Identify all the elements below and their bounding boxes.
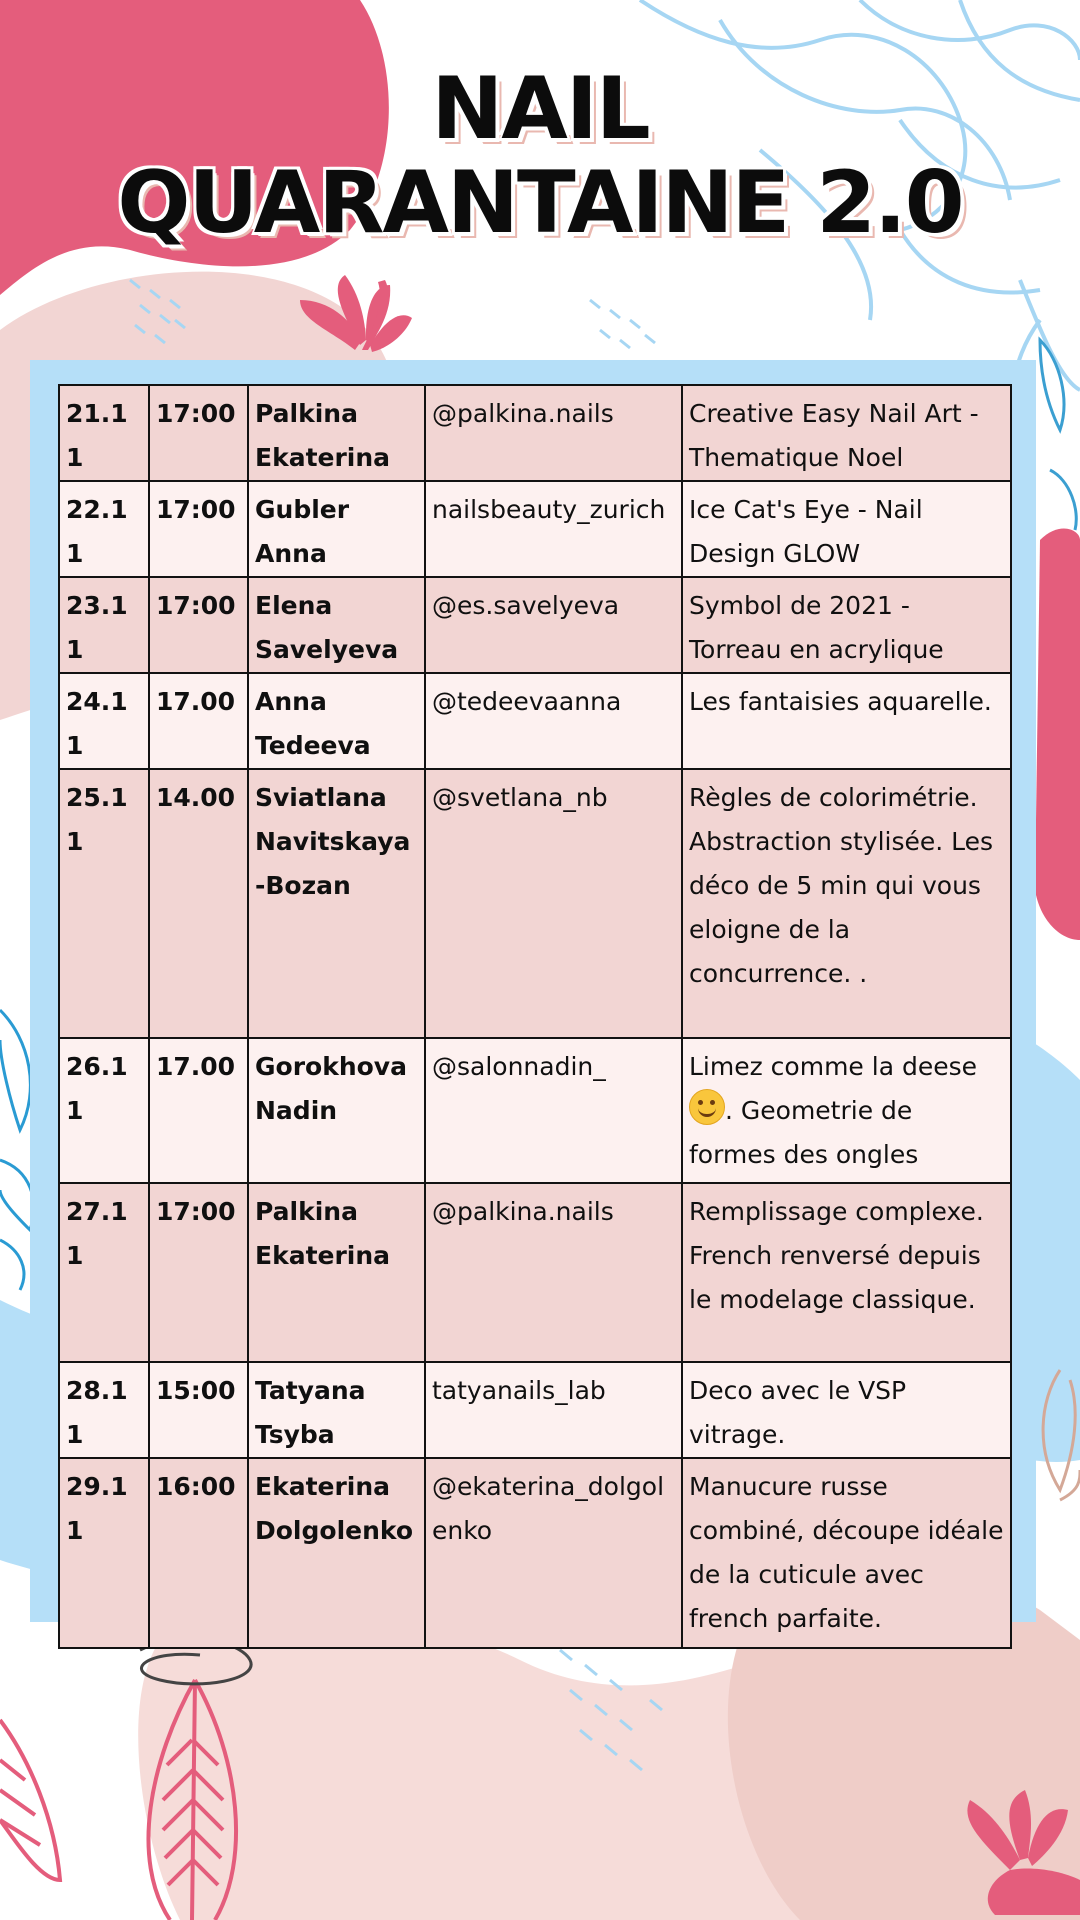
handle-cell: tatyanails_lab: [425, 1362, 682, 1458]
schedule-table: [58, 384, 1012, 1649]
date-cell: 26.11: [59, 1038, 149, 1183]
name-cell: Elena Savelyeva: [248, 577, 425, 673]
date-cell: 21.11: [59, 385, 149, 481]
topic-cell: Manucure russe combiné, découpe idéale de la cuticule avec french parfaite.: [682, 1458, 1011, 1648]
table-row: [59, 577, 1011, 673]
name-cell: Tatyana Tsyba: [248, 1362, 425, 1458]
handle-cell: @palkina.nails: [425, 385, 682, 481]
handle-cell: @palkina.nails: [425, 1183, 682, 1362]
topic-cell: Deco avec le VSP vitrage.: [682, 1362, 1011, 1458]
time-cell: 16:00: [149, 1458, 248, 1648]
name-cell: Palkina Ekaterina: [248, 1183, 425, 1362]
topic-cell: Creative Easy Nail Art - Thematique Noel: [682, 385, 1011, 481]
date-cell: 29.11: [59, 1458, 149, 1648]
time-cell: 17:00: [149, 481, 248, 577]
topic-text-part: . Geometrie de formes des ongles: [689, 1096, 919, 1169]
time-cell: 17:00: [149, 577, 248, 673]
topic-cell: Ice Cat's Eye - Nail Design GLOW: [682, 481, 1011, 577]
topic-cell: Les fantaisies aquarelle.: [682, 673, 1011, 769]
handle-cell: @ekaterina_dolgolenko: [425, 1458, 682, 1648]
handle-cell: @salonnadin_: [425, 1038, 682, 1183]
topic-cell: Règles de colorimétrie. Abstraction stylisée. Les déco de 5 min qui vous eloigne de la concurrence. .: [682, 769, 1011, 1038]
topic-text-part: Limez comme la deese: [689, 1052, 978, 1081]
table-row: [59, 1458, 1011, 1648]
handle-cell: @svetlana_nb: [425, 769, 682, 1038]
smiling-face-emoji-icon: [689, 1089, 725, 1125]
date-cell: 22.11: [59, 481, 149, 577]
date-cell: 28.11: [59, 1362, 149, 1458]
date-cell: 27.11: [59, 1183, 149, 1362]
table-row: [59, 385, 1011, 481]
time-cell: 17.00: [149, 1038, 248, 1183]
page-title: [0, 59, 1080, 253]
table-row: [59, 1038, 1011, 1183]
title-line-2: QUARANTAINE 2.0: [117, 153, 963, 253]
time-cell: 17:00: [149, 385, 248, 481]
time-cell: 17.00: [149, 673, 248, 769]
time-cell: 14.00: [149, 769, 248, 1038]
table-row: [59, 1362, 1011, 1458]
schedule-panel: [30, 360, 1036, 1633]
table-row: [59, 673, 1011, 769]
title-line-1: NAIL: [431, 59, 649, 159]
handle-cell: @tedeevaanna: [425, 673, 682, 769]
handle-cell: nailsbeauty_zurich: [425, 481, 682, 577]
date-cell: 25.11: [59, 769, 149, 1038]
topic-cell: [682, 1038, 1011, 1183]
schedule-table-wrap: [58, 384, 1010, 1633]
handle-cell: @es.savelyeva: [425, 577, 682, 673]
blue-leaf-left: [0, 1010, 34, 1290]
table-row: [59, 1183, 1011, 1362]
pink-blob-right: [1035, 528, 1080, 940]
name-cell: Anna Tedeeva: [248, 673, 425, 769]
table-row: [59, 481, 1011, 577]
name-cell: Sviatlana Navitskaya-Bozan: [248, 769, 425, 1038]
time-cell: 17:00: [149, 1183, 248, 1362]
name-cell: Ekaterina Dolgolenko: [248, 1458, 425, 1648]
time-cell: 15:00: [149, 1362, 248, 1458]
topic-cell: Symbol de 2021 - Torreau en acrylique: [682, 577, 1011, 673]
date-cell: 24.11: [59, 673, 149, 769]
name-cell: Gorokhova Nadin: [248, 1038, 425, 1183]
topic-cell: Remplissage complexe. French renversé depuis le modelage classique.: [682, 1183, 1011, 1362]
name-cell: Palkina Ekaterina: [248, 385, 425, 481]
date-cell: 23.11: [59, 577, 149, 673]
name-cell: Gubler Anna: [248, 481, 425, 577]
table-row: [59, 769, 1011, 1038]
blue-leaf-right: [1040, 340, 1076, 530]
